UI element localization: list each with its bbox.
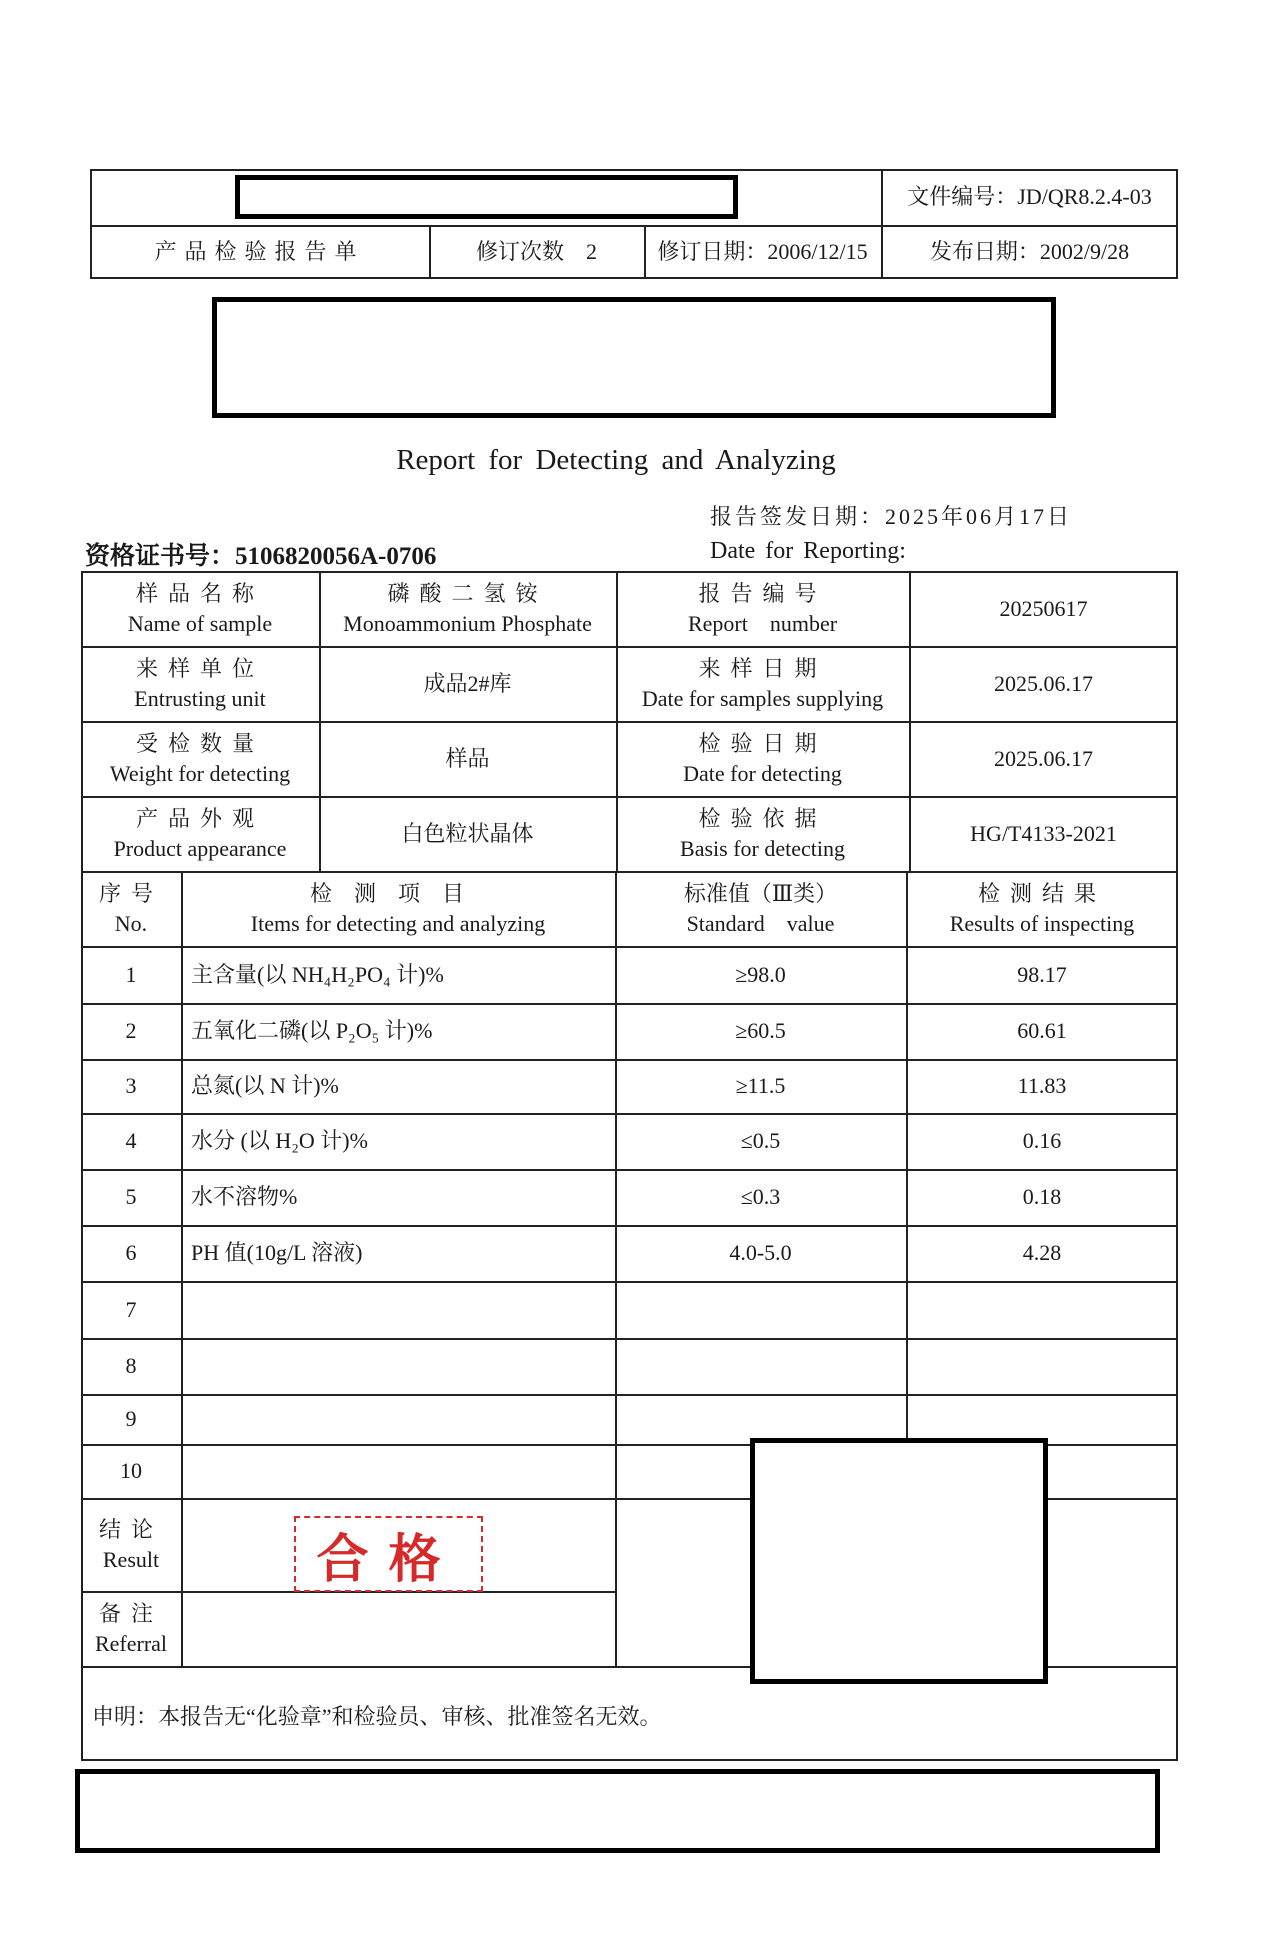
label-en: Basis for detecting [680,835,845,861]
row-result [906,1394,1178,1444]
row-result: 4.28 [1022,1240,1062,1266]
header-en: No. [114,910,148,936]
row-item: 总氮(以 N 计)% [191,1073,339,1099]
row-standard: ≥11.5 [735,1073,786,1099]
label-cn: 受检数量 [135,730,264,756]
report-date: 报告签发日期：2025年06月17日 [710,504,1073,529]
row-standard: 4.0-5.0 [729,1240,792,1266]
row-number: 10 [120,1458,142,1484]
row-standard: ≥60.5 [735,1018,786,1044]
header-en: Items for detecting and analyzing [250,910,546,936]
row-item: 五氧化二磷(以 P₂O₅ 计)% [191,1018,433,1044]
row-number: 3 [125,1073,137,1099]
redaction-box [750,1438,1048,1684]
row-item [181,1394,615,1444]
label-cn: 检验日期 [698,730,827,756]
label-cn: 检验依据 [698,805,827,831]
revision-date: 修订日期：2006/12/15 [657,238,868,264]
redaction-box [212,297,1056,418]
form-name: 产品检验报告单 [154,238,365,264]
row-number: 7 [125,1296,137,1322]
label-cn: 来样日期 [698,655,827,681]
report-title: Report for Detecting and Analyzing [396,444,836,476]
certificate-number: 资格证书号：5106820056A-0706 [85,543,437,570]
value: 2025.06.17 [994,670,1093,696]
header-cn: 检测项目 [309,880,486,906]
row-number: 4 [125,1128,137,1154]
value-en: Monoammonium Phosphate [343,610,592,636]
statement: 申明：本报告无“化验章”和检验员、审核、批准签名无效。 [92,1704,662,1729]
redaction-box [75,1769,1160,1853]
row-number: 2 [125,1018,137,1044]
row-item: 水分 (以 H₂O 计)% [191,1128,368,1154]
row-result: 60.61 [1017,1018,1067,1044]
row-number: 9 [125,1406,137,1432]
row-standard [615,1281,906,1338]
value: 白色粒状晶体 [401,820,534,846]
row-item [181,1444,615,1498]
header-en: Results of inspecting [949,910,1135,936]
header-en: Standard value [686,910,835,936]
row-standard: ≤0.3 [740,1184,781,1210]
row-number: 8 [125,1353,137,1379]
label-cn: 产品外观 [135,805,264,831]
row-standard: ≥98.0 [735,961,786,987]
row-result: 0.16 [1022,1128,1062,1154]
row-result: 0.18 [1022,1184,1062,1210]
value: 成品2#库 [423,670,512,696]
referral-label-cn: 备注 [98,1600,163,1626]
label-en: Date for detecting [683,760,842,786]
header-cn: 检测结果 [977,880,1106,906]
row-result: 11.83 [1017,1073,1067,1099]
row-number: 5 [125,1184,137,1210]
value: 样品 [445,745,490,771]
revision-count: 修订次数 2 [475,238,597,264]
value: 2025.06.17 [994,745,1093,771]
result-label-en: Result [102,1546,160,1572]
row-item [181,1338,615,1394]
row-standard [615,1394,906,1444]
doc-number: 文件编号：JD/QR8.2.4-03 [907,184,1152,210]
row-item [181,1281,615,1338]
label-en: Entrusting unit [134,685,266,711]
value: HG/T4133-2021 [970,820,1117,846]
row-standard [615,1338,906,1394]
issue-date: 发布日期：2002/9/28 [929,238,1130,264]
label-en: Date for samples supplying [641,685,884,711]
row-item: 水不溶物% [191,1184,298,1210]
value-cn: 磷酸二氢铵 [387,580,548,606]
row-number: 6 [125,1240,137,1266]
row-result: 98.17 [1017,961,1067,987]
rule [81,1759,1178,1761]
redaction-box [235,175,738,219]
label-cn: 报告编号 [698,580,827,606]
row-result [906,1338,1178,1394]
header-cn: 序号 [98,880,163,906]
label-en: Name of sample [127,610,273,636]
label-en: Product appearance [113,835,287,861]
row-result [906,1281,1178,1338]
label-cn: 来样单位 [135,655,264,681]
result-label-cn: 结论 [98,1516,163,1542]
row-item: PH 值(10g/L 溶液) [191,1240,363,1266]
label-en: Report number [687,610,838,636]
row-number: 1 [125,961,137,987]
value: 20250617 [999,595,1088,621]
row-item: 主含量(以 NH₄H₂PO₄ 计)% [191,961,444,987]
label-en: Weight for detecting [109,760,291,786]
row-standard: ≤0.5 [740,1128,781,1154]
report-date-label: Date for Reporting: [710,538,906,564]
header-cn: 标准值（Ⅲ类） [683,880,838,906]
qualified-stamp: 合格 [294,1516,483,1592]
referral-label-en: Referral [94,1630,168,1656]
label-cn: 样品名称 [135,580,264,606]
